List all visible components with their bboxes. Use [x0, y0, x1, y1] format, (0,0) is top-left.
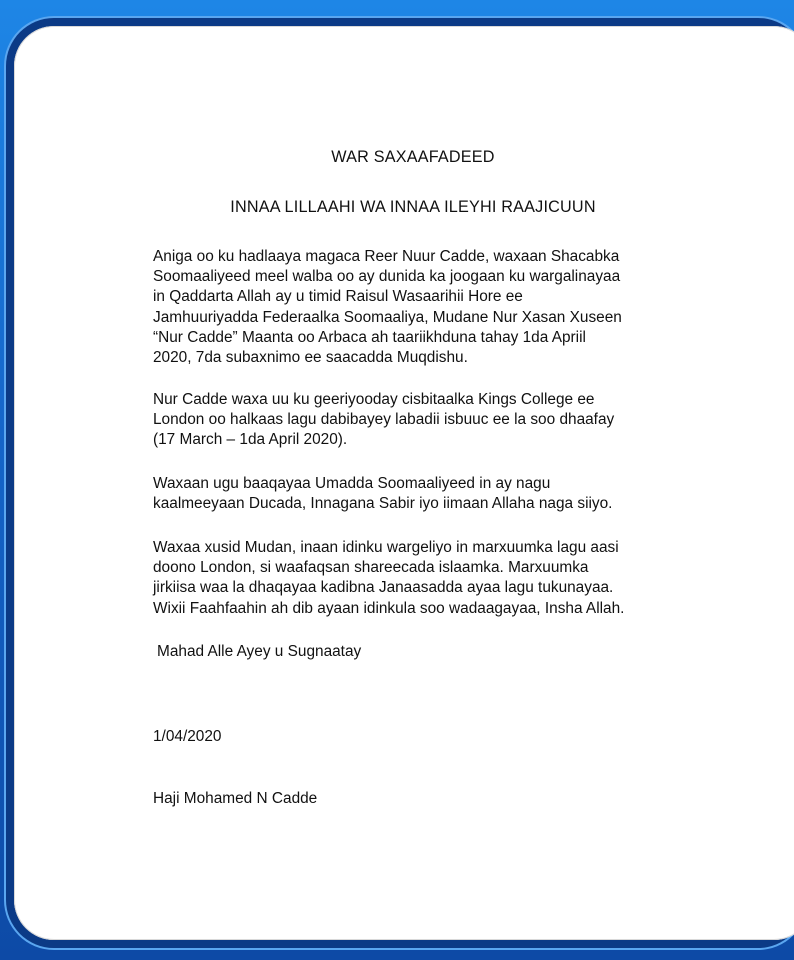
condolence-subheading: INNAA LILLAAHI WA INNAA ILEYHI RAAJICUUN: [230, 198, 596, 216]
burial-paragraph: Waxaa xusid Mudan, inaan idinku wargeliyo in marxuumka lagu aasi doono London, si waafaqsan shareecada islaamka. Marxuumka jirkiisa waa la dhaqayaa kadibna Janaasadda ayaa lagu tukunayaa. Wixii Faahfaahin ah dib ayaan idinkula soo wadaagayaa, Insha Allah.: [153, 539, 625, 617]
document-date: 1/04/2020: [153, 728, 222, 745]
press-release-heading: WAR SAXAAFADEED: [331, 148, 495, 166]
announcement-paragraph: Aniga oo ku hadlaaya magaca Reer Nuur Cadde, waxaan Shacabka Soomaaliyeed meel walba oo ay dunida ka joogaan ku wargalinayaa in Qaddarta Allah ay u timid Raisul Wasaarihii Hore ee Jamhuuriyadda Federaalka Soomaaliya, Mudane Nur Xasan Xuseen “Nur Cadde” Maanta oo Arbaca ah taariikhduna tahay 1da Apriil 2020, 7da subaxnimo ee saacadda Muqdishu.: [153, 248, 622, 367]
hospital-paragraph: Nur Cadde waxa uu ku geeriyooday cisbitaalka Kings College ee London oo halkaas lagu dabibayey labadii isbuuc ee la soo dhaafay (17 March – 1da April 2020).: [153, 391, 615, 449]
signature-name: Haji Mohamed N Cadde: [153, 790, 318, 807]
closing-line: Mahad Alle Ayey u Sugnaatay: [157, 643, 362, 660]
appeal-paragraph: Waxaan ugu baaqayaa Umadda Soomaaliyeed in ay nagu kaalmeeyaan Ducada, Innagana Sabir iyo iimaan Allaha naga siiyo.: [153, 475, 613, 513]
document-page: [14, 26, 794, 940]
